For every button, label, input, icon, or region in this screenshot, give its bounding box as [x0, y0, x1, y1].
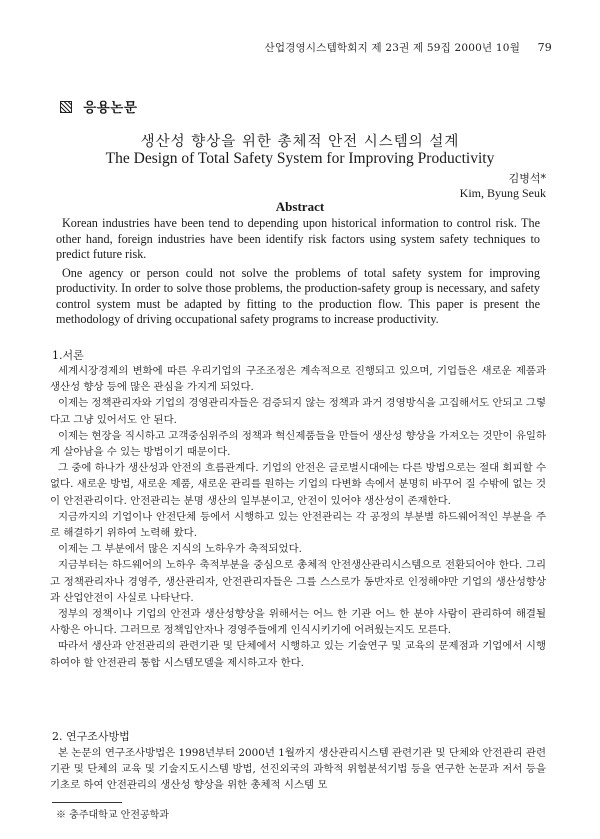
article-type-label	[60, 96, 137, 116]
abstract-paragraph: One agency or person could not solve the problems of total safety system for improving productivity. In order to solve those problems, the production-safety group is necessary, and safety control system must be adapted by fitting to the production flow. This paper is present the methodology of driving occupational safety programs to increase productivity.	[56, 265, 540, 326]
section-1-heading: 1.서론	[52, 349, 84, 362]
section-2-heading: 2. 연구조사방법	[52, 730, 130, 743]
page-number: 79	[537, 41, 552, 54]
author-english: Kim, Byung Seuk	[459, 186, 546, 200]
body-paragraph: 세계시장경제의 변화에 따른 우리기업의 구조조정은 계속적으로 진행되고 있으며, 기업들은 새로운 제품과 생산성 향상 등에 많은 관심을 가지게 되었다.	[50, 365, 546, 394]
journal-info: 산업경영시스템학회지 제 23권 제 59집 2000년 10월	[264, 42, 521, 54]
running-header	[265, 40, 552, 55]
abstract-body	[56, 216, 540, 331]
body-paragraph: 따라서 생산과 안전관리의 관련기관 및 단체에서 시행하고 있는 기술연구 및 교육의 문제점과 기업에서 시행하여야 할 안전관리 통합 시스템모델을 제시하고자 한다.	[50, 640, 546, 669]
abstract-heading: Abstract	[275, 199, 325, 214]
body-paragraph: 지금까지의 기업이나 안전단체 등에서 시행하고 있는 안전관리는 각 공정의 부분별 하드웨어적인 부분을 주로 해결하기 위하여 노력해 왔다.	[50, 510, 546, 540]
hatched-box-icon	[60, 101, 72, 113]
title-korean: 생산성 향상을 위한 총체적 안전 시스템의 설계	[140, 134, 460, 150]
section-2-body	[50, 745, 546, 794]
body-paragraph: 그 중에 하나가 생산성과 안전의 흐름관계다. 기업의 안전은 글로벌시대에는 다른 방법으로는 절대 회피할 수 없다. 새로운 방법, 새로운 제품, 새로운 관리를 원하는 기업의 다변화 속에서 분명히 바꾸어 질 수밖에 없는 것이 안전관리이다. 안전관리는 분명 생산의 일부분이고, 안전이 있어야 생산성이 존재한다.	[50, 462, 546, 507]
body-paragraph: 이제는 현장을 직시하고 고객중심위주의 정책과 혁신제품들을 만들어 생산성 향상을 가져오는 것만이 유일하게 살아남을 수 있는 방법이기 때문이다.	[50, 429, 547, 459]
body-paragraph: 이제는 정책관리자와 기업의 경영관리자들은 검증되지 않는 정책과 과거 경영방식을 고집해서도 안되고 그렇다고 그냥 있어서도 안 된다.	[50, 397, 547, 426]
footnote-affiliation: ※ 충주대학교 안전공학과	[56, 810, 169, 821]
author-korean: 김병석*	[508, 172, 546, 185]
footnote-divider	[52, 802, 122, 803]
body-paragraph: 이제는 그 부분에서 많은 지식의 노하우가 축적되었다.	[58, 543, 302, 556]
body-paragraph: 정부의 정책이나 기업의 안전과 생산성향상을 위해서는 어느 한 기관 어느 한 분야 사람이 관리하여 해결될 사항은 아니다. 그러므로 정책입안자나 경영주들에게 인식시키기에 어려웠는지도 모른다.	[50, 608, 546, 637]
article-type-text: 응용논문	[83, 100, 138, 116]
body-paragraph: 지금부터는 하드웨어의 노하우 축적부분을 중심으로 총체적 안전생산관리시스템으로 전환되어야 한다. 그리고 정책관리자나 경영주, 생산관리자, 안전관리자들은 그를 스스로가 동반자로 인정해야만 기업의 생산성향상과 산업안전이 사실로 나타난다.	[50, 559, 546, 604]
section-1-body	[50, 363, 546, 671]
body-paragraph: 본 논문의 연구조사방법은 1998년부터 2000년 1월까지 생산관리시스템 관련기관 및 단체와 안전관리 관련기관 및 단체의 교육 및 기술지도시스템 방법, 선진외국의 과학적 위험분석기법 등을 연구한 논문과 저서 등을 기초로 하여 안전관리의 생산성 향상을 위한 총체적 시스템 모	[50, 747, 546, 792]
title-english: The Design of Total Safety System for Improving Productivity	[105, 150, 495, 167]
abstract-paragraph: Korean industries have been tend to depending upon historical information to control risk. The other hand, foreign industries have been identify risk factors using system safety techniques to predict future risk.	[56, 216, 540, 261]
